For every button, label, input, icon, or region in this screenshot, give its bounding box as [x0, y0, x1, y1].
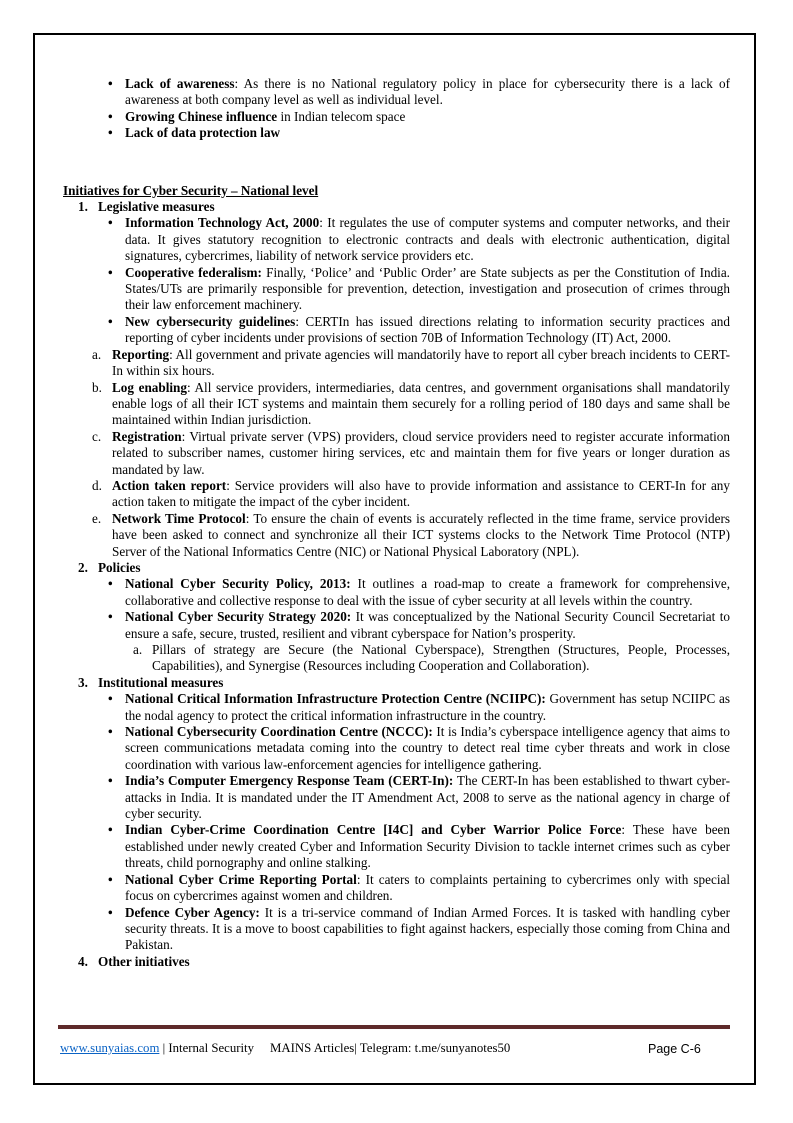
list-marker: a. — [133, 642, 143, 657]
list-marker: d. — [92, 477, 102, 493]
letter-item — [63, 478, 730, 511]
bullet-item — [63, 691, 730, 724]
item-bold-label: National Cyber Security Strategy 2020: — [125, 609, 352, 625]
footer-website-link[interactable]: www.sunyaias.com — [60, 1041, 160, 1055]
item-bold-label: Cooperative federalism: — [125, 264, 262, 280]
item-text — [125, 125, 730, 141]
item-bold-label: Policies — [98, 559, 141, 575]
item-bold-label: Defence Cyber Agency: — [125, 904, 260, 920]
letter-item — [63, 380, 730, 429]
item-bold-label: Growing Chinese influence — [125, 108, 278, 124]
bullet-item — [63, 314, 730, 347]
bullet-marker: • — [108, 108, 113, 124]
item-bold-label: India’s Computer Emergency Response Team (CERT-In): — [125, 773, 454, 789]
bullet-item — [63, 773, 730, 822]
list-marker: e. — [92, 510, 102, 526]
document-content — [63, 76, 730, 970]
list-marker: 3. — [78, 674, 88, 690]
item-text: New cybersecurity guidelines: CERTIn has issued directions relating to information security practices and reporting of cyber incidents under provisions of section 70B of Information Technology (IT) Act, 2000. — [125, 313, 730, 346]
item-text: Indian Cyber-Crime Coordination Centre [I4C] and Cyber Warrior Police Force: These have been established under newly created Cyber and Information Security Division to tackle internet crimes such as cyber threats, child pornography and online stalking. — [125, 822, 731, 871]
bullet-marker: • — [108, 264, 113, 280]
bullet-item — [63, 609, 730, 642]
item-text — [98, 675, 730, 691]
number-item — [63, 675, 730, 691]
item-bold-label: Action taken report — [112, 477, 227, 493]
item-bold-label: New cybersecurity guidelines — [125, 313, 296, 329]
bullet-item — [63, 265, 730, 314]
bullet-item — [63, 215, 730, 264]
bullet-marker: • — [108, 313, 113, 329]
footer-text-left: | Internal Security — [159, 1041, 255, 1055]
footer-text-right: MAINS Articles| Telegram: t.me/sunyanotes50 — [270, 1041, 511, 1055]
item-bold-label: Other initiatives — [98, 953, 190, 969]
item-bold-label: Legislative measures — [98, 199, 215, 215]
list-marker: b. — [92, 379, 102, 395]
bullet-marker: • — [108, 215, 113, 231]
bullet-item — [63, 576, 730, 609]
item-text: Growing Chinese influence in Indian telecom space — [125, 108, 406, 124]
item-text: National Cyber Security Strategy 2020: It was conceptualized by the National Security Council Secretariat to ensure a safe, secure, trusted, resilient and vibrant cyberspace for Nation’s prosperity. — [125, 609, 730, 641]
item-bold-label: Reporting — [112, 346, 170, 362]
item-bold-label: Indian Cyber-Crime Coordination Centre [I4C] and Cyber Warrior Police Force — [125, 822, 622, 838]
item-bold-label: Institutional measures — [98, 674, 224, 690]
item-text: Log enabling: All service providers, intermediaries, data centres, and government organisations shall mandatorily enable logs of all their ICT systems and maintain them securely for a rolling period of 180 days and same shall be maintained within Indian jurisdiction. — [112, 379, 730, 428]
bullet-marker: • — [108, 609, 113, 625]
item-text: Registration: Virtual private server (VPS) providers, cloud service providers need to register accurate information related to subscriber names, customer hiring services, etc and maintain them for five years or longer duration as mandated by law. — [112, 428, 730, 477]
item-bold-label: Log enabling — [112, 379, 187, 395]
item-text: Defence Cyber Agency: It is a tri-service command of Indian Armed Forces. It is tasked with handling cyber security threats. It is a move to boost capabilities to fight against hackers, especially those coming from China and Pakistan. — [125, 904, 730, 953]
item-bold-label: National Critical Information Infrastructure Protection Centre (NCIIPC): — [125, 691, 546, 707]
item-text — [98, 199, 730, 215]
item-bold-label: Lack of awareness — [125, 76, 235, 91]
item-bold-label: Lack of data protection law — [125, 125, 281, 141]
bullet-item — [63, 872, 730, 905]
list-marker: c. — [92, 428, 102, 444]
letter-item — [63, 511, 730, 560]
item-text: Network Time Protocol: To ensure the chain of events is accurately reflected in the time frame, service providers have been asked to connect and synchronize all their ICT systems clocks to the Network Time Protocol (NTP) Server of the National Informatics Centre (NIC) or National Physical Laboratory (NPL). — [112, 510, 730, 559]
number-item — [63, 954, 730, 970]
item-text: Lack of awareness: As there is no National regulatory policy in place for cybersecurity there is a lack of awareness at both company level as well as individual level. — [125, 76, 730, 108]
item-bold-label: Information Technology Act, 2000 — [125, 215, 320, 231]
bullet-marker: • — [108, 691, 113, 707]
number-item — [63, 560, 730, 576]
item-text: Pillars of strategy are Secure (the National Cyberspace), Strengthen (Structures, People, Processes, Capabilities), and Synergise (Resources including Cooperation and Collaboration). — [152, 642, 730, 674]
bullet-item — [63, 822, 730, 871]
item-text — [98, 560, 730, 576]
bullet-marker: • — [108, 904, 113, 920]
list-marker: 1. — [78, 199, 88, 215]
list-marker: 4. — [78, 953, 88, 969]
letter-item — [63, 429, 730, 478]
bullet-item — [63, 125, 730, 141]
letter-item — [63, 347, 730, 380]
bullet-marker: • — [108, 822, 113, 838]
bullet-item — [63, 109, 730, 125]
bullet-item — [63, 76, 730, 109]
footer — [60, 1041, 510, 1056]
item-text: National Cyber Security Policy, 2013: It outlines a road-map to create a framework for comprehensive, collaborative and collective response to deal with the issue of cyber security at all levels within the country. — [125, 576, 730, 608]
page-number: Page C-6 — [648, 1042, 701, 1056]
item-text — [98, 954, 730, 970]
bullet-marker: • — [108, 724, 113, 740]
item-bold-label: Registration — [112, 428, 182, 444]
section-heading: Initiatives for Cyber Security – National level — [63, 182, 319, 198]
item-text: Cooperative federalism: Finally, ‘Police’ and ‘Public Order’ are State subjects as per the Constitution of India. States/UTs are primarily responsible for prevention, detection, investigation and prosecution of crimes through their law enforcement machinery. — [125, 264, 730, 313]
item-bold-label: National Cyber Security Policy, 2013: — [125, 576, 351, 592]
list-marker: a. — [92, 346, 102, 362]
bullet-marker: • — [108, 76, 113, 91]
item-text: National Cyber Crime Reporting Portal: It caters to complaints pertaining to cybercrimes only with special focus on cybercrimes against women and children. — [125, 871, 730, 904]
bullet-item — [63, 905, 730, 954]
bullet-item — [63, 724, 730, 773]
bullet-marker: • — [108, 773, 113, 789]
bullet-marker: • — [108, 125, 113, 141]
item-text: National Cybersecurity Coordination Centre (NCCC): It is India’s cyberspace intelligence agency that aims to screen communications metadata coming into the country to detect real time cyber threats and work in close coordination with various law-enforcement agencies for intelligence gathering. — [125, 724, 730, 772]
number-item — [63, 199, 730, 215]
list-marker: 2. — [78, 559, 88, 575]
intro-bullet-list — [63, 76, 730, 142]
item-bold-label: Network Time Protocol — [112, 510, 246, 526]
item-bold-label: National Cyber Crime Reporting Portal — [125, 871, 357, 887]
footer-rule — [58, 1025, 730, 1029]
item-bold-label: National Cybersecurity Coordination Centre (NCCC): — [125, 724, 433, 740]
item-text: Action taken report: Service providers will also have to provide information and assistance to CERT-In for any action taken to mitigate the impact of the cyber incident. — [112, 477, 730, 510]
subletter-item — [63, 642, 730, 675]
item-text: Reporting: All government and private agencies will mandatorily have to report all cyber breach incidents to CERT-In within six hours. — [112, 346, 730, 379]
item-text: Information Technology Act, 2000: It regulates the use of computer systems and computer networks, and their data. It gives statutory recognition to electronic contracts and deals with electronic authentication, digital signatures, cybercrimes, liability of network service providers etc. — [125, 215, 731, 264]
item-text: National Critical Information Infrastructure Protection Centre (NCIIPC): Government has setup NCIIPC as the nodal agency to protect the critical information infrastructure in the country. — [125, 691, 730, 723]
bullet-marker: • — [108, 871, 113, 887]
item-text: India’s Computer Emergency Response Team (CERT-In): The CERT-In has been established to thwart cyber-attacks in India. It is mandated under the IT Amendment Act, 2008 to serve as the national agency in charge of cyber security. — [125, 773, 730, 822]
bullet-marker: • — [108, 576, 113, 592]
sections-list — [63, 199, 730, 970]
